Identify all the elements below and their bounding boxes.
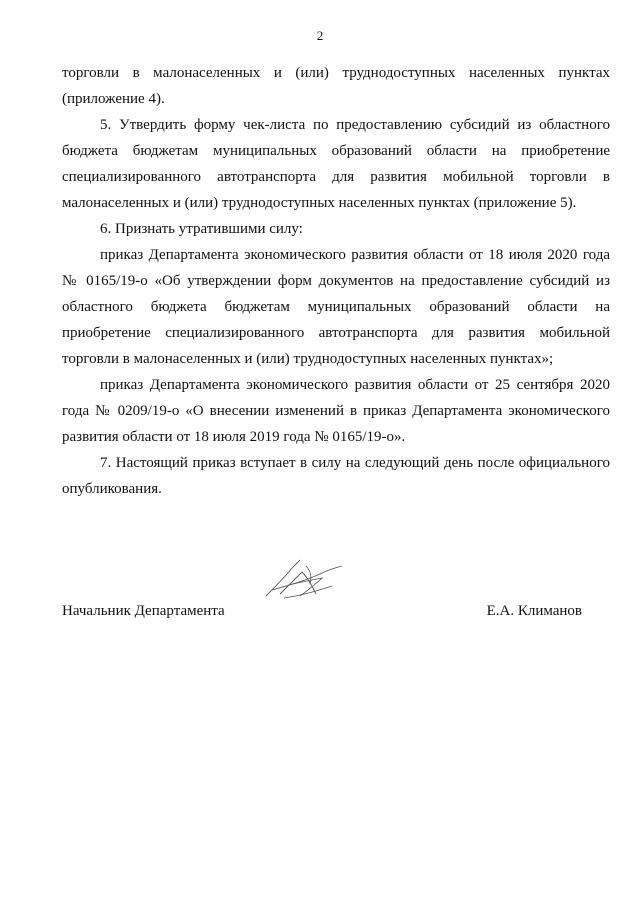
signer-name: Е.А. Климанов xyxy=(486,603,582,619)
paragraph-revoked-order-2: приказ Департамента экономического развития области от 25 сентября 2020 года № 0209/19-о «О внесении изменений в приказ Департамента экономического развития области от 18 июля 2019 года № 0165/19-о». xyxy=(62,377,610,445)
paragraph-revoked-order-1: приказ Департамента экономического развития области от 18 июля 2020 года № 0165/19-о «Об утверждении форм документов на предоставление субсидий из областного бюджета бюджетам муниципальных образований области на приобретение специализированного автотранспорта для развития мобильной торговли в малонаселенных и (или) труднодоступных населенных пунктах»; xyxy=(62,247,610,367)
signer-title: Начальник Департамента xyxy=(62,603,225,619)
paragraph-item-5: 5. Утвердить форму чек-листа по предоставлению субсидий из областного бюджета бюджетам муниципальных образований области на приобретение специализированного автотранспорта для развития мобильной торговли в малонаселенных и (или) труднодоступных населенных пунктах (приложение 5). xyxy=(62,117,610,211)
handwritten-signature xyxy=(262,556,348,604)
paragraph-item-6: 6. Признать утратившими силу: xyxy=(100,221,303,237)
page-number: 2 xyxy=(316,28,324,43)
document-body xyxy=(62,60,610,502)
paragraph-item-7: 7. Настоящий приказ вступает в силу на следующий день после официального опубликования. xyxy=(62,455,610,497)
paragraph-continuation: торговли в малонаселенных и (или) труднодоступных населенных пунктах (приложение 4). xyxy=(62,65,610,107)
